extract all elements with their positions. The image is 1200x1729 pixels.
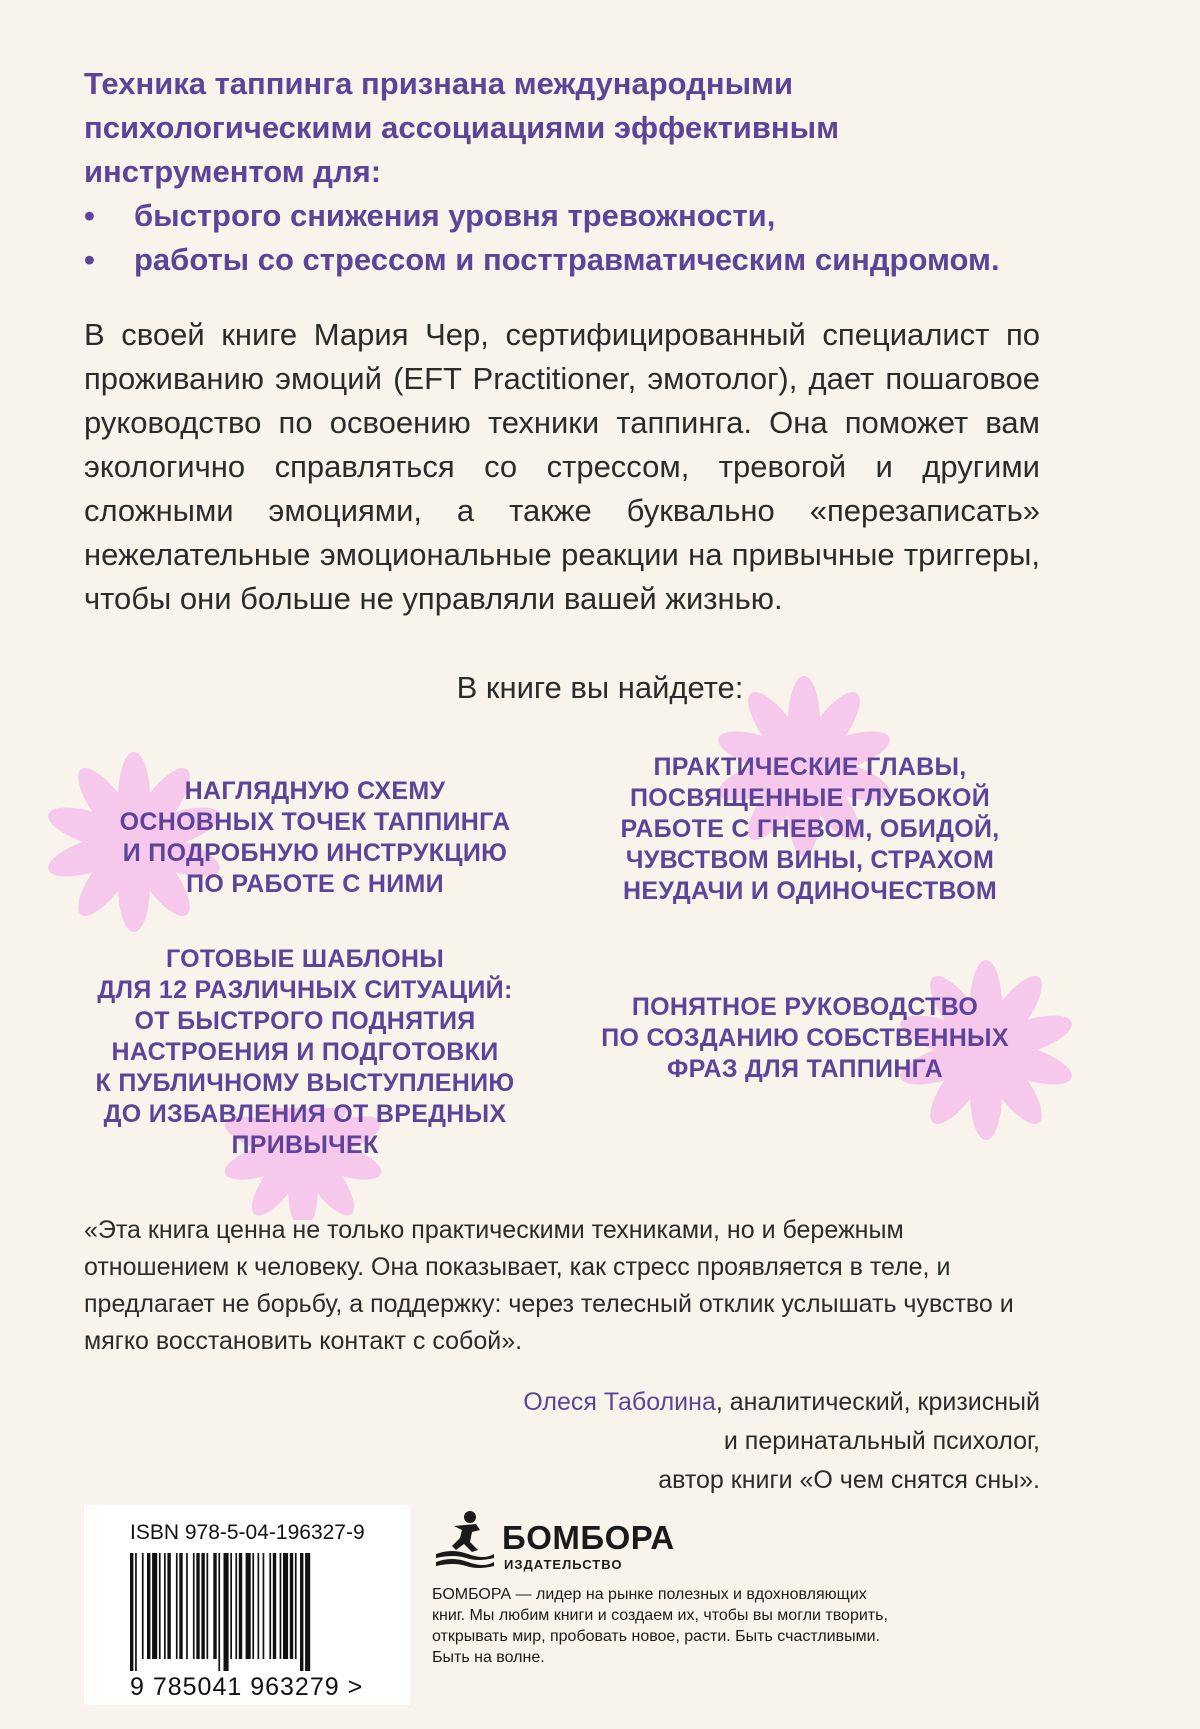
intro-bullet-list (84, 194, 1044, 282)
barcode-bar (135, 1553, 137, 1671)
barcode-number: 9 785041 963279 > (130, 1673, 364, 1701)
barcode-bar (147, 1553, 150, 1659)
barcode-bar (290, 1553, 293, 1659)
barcode-bar (283, 1553, 288, 1659)
barcode-bar (179, 1553, 182, 1659)
barcode-block (84, 1505, 410, 1705)
feature-tapping-scheme: НАГЛЯДНУЮ СХЕМУ ОСНОВНЫХ ТОЧЕК ТАППИНГА И ПОДРОБНУЮ ИНСТРУКЦИЮ ПО РАБОТЕ С НИМИ (119, 777, 511, 898)
barcode-bar (152, 1553, 157, 1659)
barcode-bar (224, 1553, 229, 1671)
barcode-bar (273, 1553, 276, 1659)
feature-templates: ГОТОВЫЕ ШАБЛОНЫ ДЛЯ 12 РАЗЛИЧНЫХ СИТУАЦИЙ: ОТ БЫСТРОГО ПОДНЯТИЯ НАСТРОЕНИЯ И ПОДГОТОВКИ К ПУБЛИЧНОМУ ВЫСТУПЛЕНИЮ ДО ИЗБАВЛЕНИЯ ОТ ВРЕДНЫХ ПРИВЫЧЕК (95, 945, 515, 1159)
review-quote: «Эта книга ценна не только практическими техниками, но и бережным отношением к человеку. Она показывает, как стресс проявляется в теле, и предлагает не борьбу, а поддержку: через телесный отклик услышать чувство и мягко восстановить контакт с собой». (84, 1216, 1014, 1355)
author-role-line2: и перинатальный психолог, (723, 1427, 1040, 1455)
barcode-bar (201, 1553, 204, 1659)
intro-bullet: • работы со стрессом и посттравматическим синдромом. (84, 238, 1044, 282)
barcode-bar (186, 1553, 188, 1659)
barcode-bar (218, 1553, 220, 1671)
barcode-bar (207, 1553, 209, 1659)
barcode-bar (235, 1553, 237, 1659)
barcode-bar (252, 1553, 254, 1659)
barcode-bar (280, 1553, 282, 1659)
publisher-name: БОМБОРА (502, 1519, 675, 1556)
barcode-bar (193, 1553, 195, 1659)
barcode-bar (130, 1553, 133, 1671)
book-description: В своей книге Мария Чер, сертифицированный специалист по проживанию эмоций (EFT Practitioner, эмотолог), дает пошаговое руководство по освоению техники таппинга. Она поможет вам экологично справляться со стрессом, тревогой и другими сложными эмоциями, а также буквально «перезаписать» нежелательные эмоциональные реакции на привычные триггеры, чтобы они больше не управляли вашей жизнью. (84, 317, 1040, 616)
barcode-bar (295, 1553, 297, 1659)
isbn-text: ISBN 978-5-04-196327-9 (130, 1521, 365, 1544)
barcode-icon (130, 1553, 370, 1671)
barcode-bar (300, 1553, 303, 1671)
feature-practical-chapters: ПРАКТИЧЕСКИЕ ГЛАВЫ, ПОСВЯЩЕННЫЕ ГЛУБОКОЙ РАБОТЕ С ГНЕВОМ, ОБИДОЙ, ЧУВСТВОМ ВИНЫ, СТРАХОМ НЕУДАЧИ И ОДИНОЧЕСТВОМ (620, 753, 1000, 905)
feature-phrases-guide: ПОНЯТНОЕ РУКОВОДСТВО ПО СОЗДАНИЮ СОБСТВЕННЫХ ФРАЗ ДЛЯ ТАППИНГА (601, 993, 1009, 1083)
barcode-bar (230, 1553, 232, 1659)
barcode-bar (176, 1553, 178, 1659)
quote-attribution (523, 1383, 1040, 1500)
barcode-bar (258, 1553, 260, 1659)
publisher-subtitle: ИЗДАТЕЛЬСТВО (504, 1557, 623, 1572)
barcode-bar (167, 1553, 170, 1659)
intro-block (84, 62, 1044, 282)
barcode-bar (159, 1553, 161, 1659)
barcode-bar (305, 1553, 310, 1671)
intro-lead: Техника таппинга признана международными психологическими ассоциациями эффективным инструментом для: (84, 66, 840, 189)
barcode-bar (142, 1553, 144, 1659)
bombora-surfer-logo-icon (432, 1510, 496, 1572)
author-role-line1: , аналитический, кризисный (715, 1388, 1040, 1416)
barcode-bar (263, 1553, 265, 1659)
quote-author: Олеся Таболина (523, 1388, 716, 1416)
barcode-bar (239, 1553, 242, 1659)
barcode-bar (213, 1553, 216, 1659)
barcode-bar (196, 1553, 199, 1659)
author-book-line: автор книги «О чем снятся сны». (658, 1466, 1040, 1494)
intro-bullet: • быстрого снижения уровня тревожности, (84, 194, 1044, 238)
barcode-bar (246, 1553, 251, 1659)
publisher-description: БОМБОРА — лидер на рынке полезных и вдохновляющих книг. Мы любим книги и создаем их, чтобы вы могли творить, открывать мир, пробовать новое, расти. Быть счастливыми. Быть на волне. (432, 1586, 888, 1666)
features-heading: В книге вы найдете: (456, 670, 744, 705)
barcode-bar (269, 1553, 271, 1659)
barcode-bar (164, 1553, 166, 1659)
